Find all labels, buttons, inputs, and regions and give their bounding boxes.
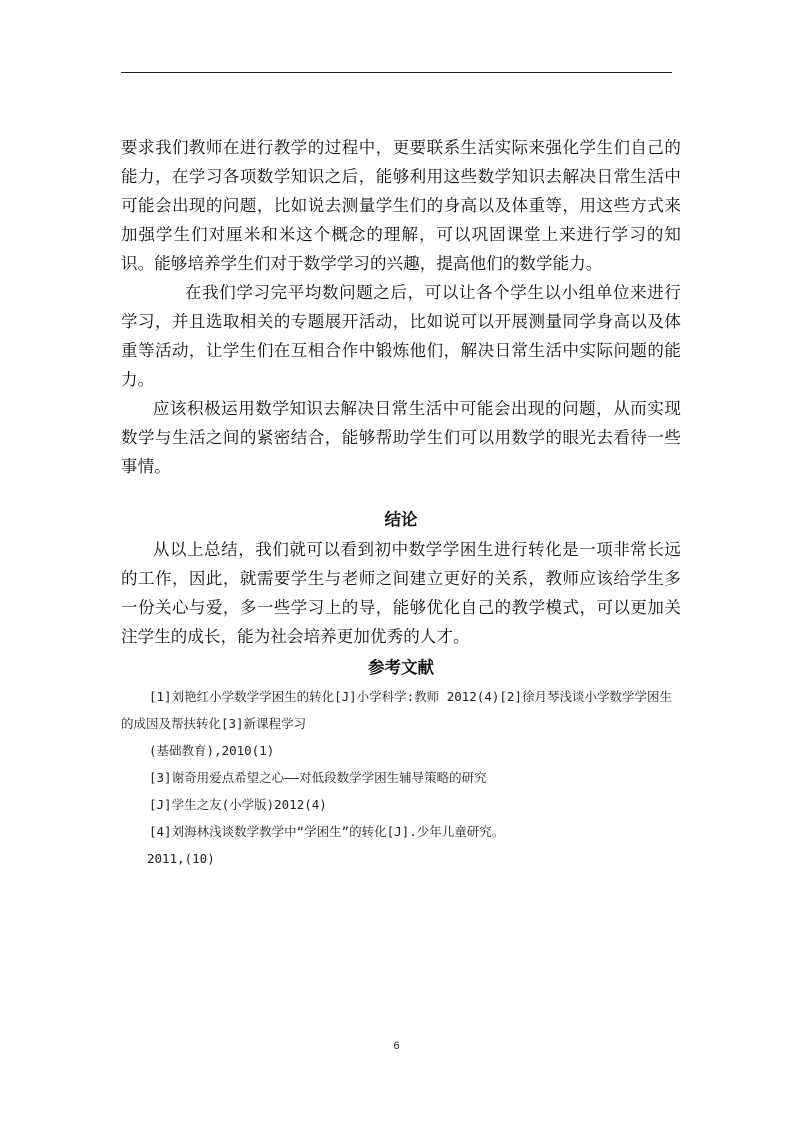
references-list (121, 683, 681, 872)
reference-line: [1]刘艳红小学数学学困生的转化[J]小学科学:教师 2012(4)[2]徐月琴浅谈小学数学学困生的成因及帮扶转化[3]新课程学习 (121, 689, 672, 731)
references-heading: 参考文献 (368, 658, 434, 677)
conclusion-paragraph: 从以上总结，我们就可以看到初中数学学困生进行转化是一项非常长远的工作，因此，就需要学生与老师之间建立更好的关系，教师应该给学生多一份关心与爱，多一些学习上的导，能够优化自己的教学模式，可以更加关注学生的成长，能为社会培养更加优秀的人才。 (121, 540, 681, 646)
body-paragraph-3: 应该积极运用数学知识去解决日常生活中可能会出现的问题，从而实现数学与生活之间的紧密结合，能够帮助学生们可以用数学的眼光去看待一些事情。 (121, 399, 681, 476)
reference-line: 2011,(10) (147, 851, 215, 866)
reference-line: [3]谢奇用爱点希望之心——对低段数学学困生辅导策略的研究 (149, 770, 487, 785)
conclusion-heading: 结论 (384, 510, 418, 529)
body-paragraph-2: 在我们学习完平均数问题之后，可以让各个学生以小组单位来进行学习，并且选取相关的专题展开活动，比如说可以开展测量同学身高以及体重等活动，让学生们在互相合作中锻炼他们，解决日常生活中实际问题的能力。 (121, 283, 681, 389)
reference-line: (基础教育),2010(1) (149, 743, 275, 758)
page-number: 6 (393, 1040, 400, 1052)
reference-line: [4]刘海林浅谈数学教学中“学困生”的转化[J].少年儿童研究。 (149, 824, 505, 839)
reference-line: [J]学生之友(小学版)2012(4) (149, 797, 327, 812)
header-rule (121, 72, 672, 73)
body-paragraph-1: 要求我们教师在进行教学的过程中，更要联系生活实际来强化学生们自己的能力，在学习各项数学知识之后，能够利用这些数学知识去解决日常生活中可能会出现的问题，比如说去测量学生们的身高以及体重等，用这些方式来加强学生们对厘米和米这个概念的理解，可以巩固课堂上来进行学习的知识。能够培养学生们对于数学学习的兴趣，提高他们的数学能力。 (121, 138, 681, 273)
page-content (121, 133, 681, 872)
